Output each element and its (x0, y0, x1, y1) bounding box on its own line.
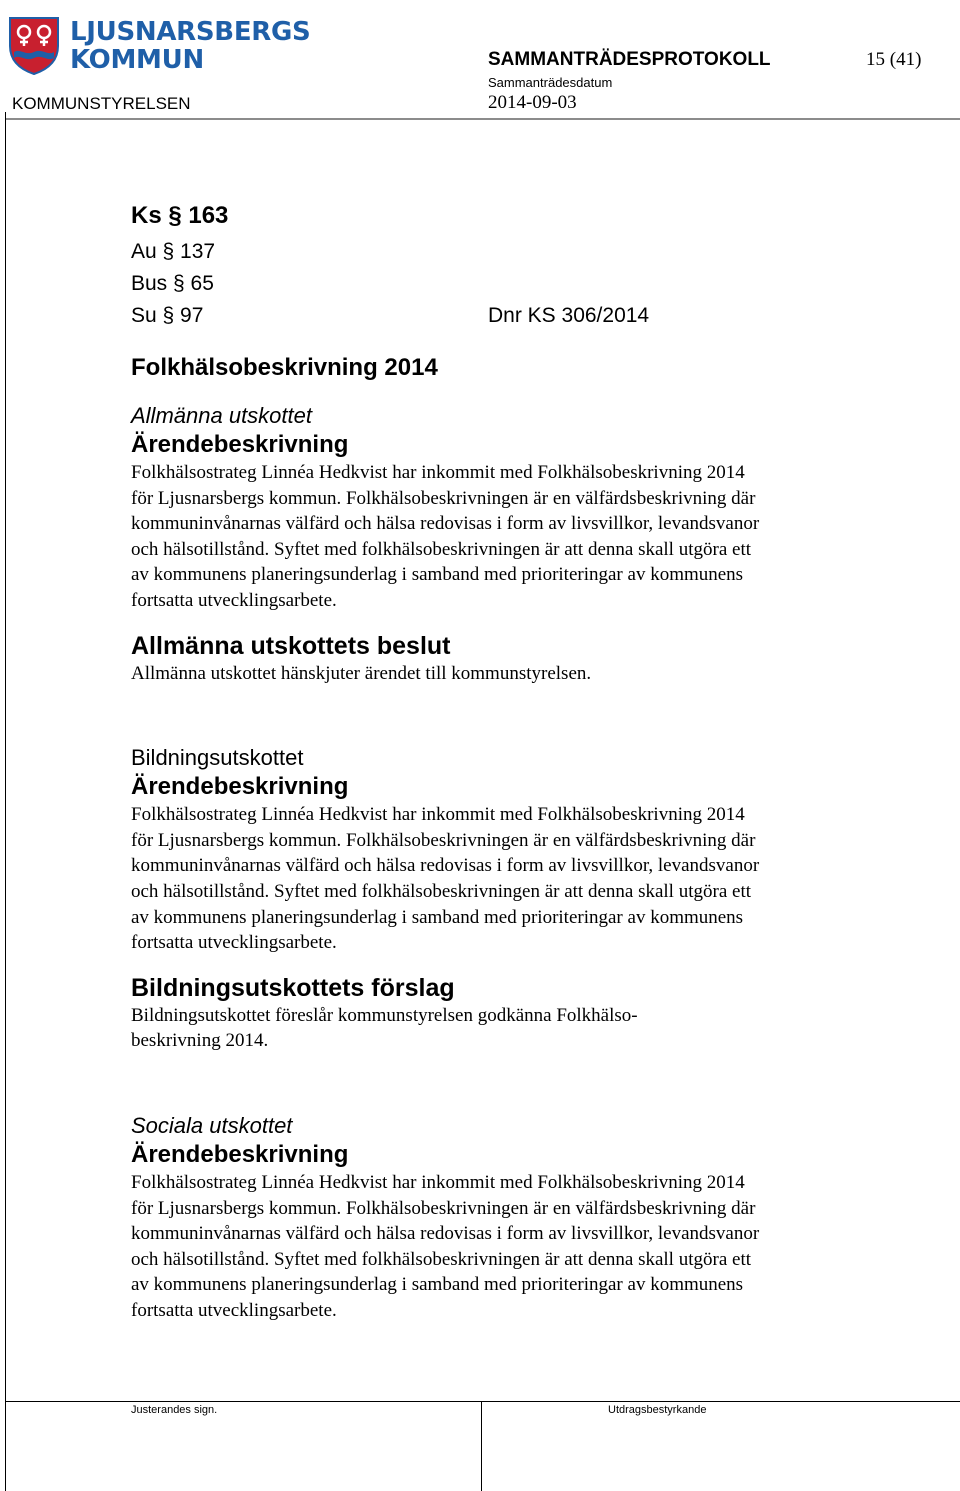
footer-divider (5, 1401, 960, 1402)
au-paragraph: Au § 137 (131, 240, 216, 263)
su-paragraph: Su § 97 (131, 304, 204, 327)
coat-of-arms-icon (8, 16, 60, 76)
utdragsbestyrkande-label: Utdragsbestyrkande (608, 1404, 707, 1416)
ks-paragraph: Ks § 163 (131, 202, 229, 229)
logo-wordmark (70, 18, 310, 74)
su-description (131, 1170, 931, 1324)
bus-line-6: fortsatta utvecklingsarbete. (131, 932, 337, 954)
meeting-date: 2014-09-03 (488, 92, 577, 113)
bus-line-2: för Ljusnarsbergs kommun. Folkhälsobeskrivningen är en välfärdsbeskrivning där (131, 829, 756, 851)
diary-number: Dnr KS 306/2014 (488, 304, 650, 327)
logo-line-2: KOMMUN (70, 45, 204, 75)
au-line-1: Folkhälsostrateg Linnéa Hedkvist har inkommit med Folkhälsobeskrivning 2014 (131, 462, 745, 483)
bus-proposal-line-2: beskrivning 2014. (131, 1030, 269, 1052)
board-name: KOMMUNSTYRELSEN (12, 94, 191, 113)
meeting-date-label: Sammanträdesdatum (488, 75, 613, 90)
committee-au: Allmänna utskottet (131, 403, 312, 428)
au-decision-heading: Allmänna utskottets beslut (131, 631, 451, 660)
su-line-6: fortsatta utvecklingsarbete. (131, 1299, 337, 1321)
committee-bus: Bildningsutskottet (131, 745, 304, 771)
logo-line-1: LJUSNARSBERGS (70, 17, 311, 47)
bus-paragraph: Bus § 65 (131, 272, 214, 295)
document-type: SAMMANTRÄDESPROTOKOLL (488, 49, 771, 70)
au-decision-text: Allmänna utskottet hänskjuter ärendet till kommunstyrelsen. (131, 662, 592, 684)
bus-line-3: kommuninvånarnas välfärd och hälsa redovisas i form av livsvillkor, levandsvanor (131, 855, 760, 877)
bus-proposal-line-1: Bildningsutskottet föreslår kommunstyrelsen godkänna Folkhälso- (131, 1004, 638, 1026)
bus-description-heading: Ärendebeskrivning (131, 773, 349, 801)
au-line-6: fortsatta utvecklingsarbete. (131, 589, 337, 611)
su-line-3: kommuninvånarnas välfärd och hälsa redovisas i form av livsvillkor, levandsvanor (131, 1223, 760, 1245)
au-description-heading: Ärendebeskrivning (131, 431, 349, 458)
su-line-2: för Ljusnarsbergs kommun. Folkhälsobeskrivningen är en välfärdsbeskrivning där (131, 1197, 756, 1219)
au-line-3: kommuninvånarnas välfärd och hälsa redovisas i form av livsvillkor, levandsvanor (131, 513, 760, 535)
au-line-2: för Ljusnarsbergs kommun. Folkhälsobeskrivningen är en välfärdsbeskrivning där (131, 487, 756, 509)
page-number: 15 (41) (866, 49, 922, 70)
bus-line-5: av kommunens planeringsunderlag i samband med prioriteringar av kommunens (131, 906, 744, 928)
header-divider (5, 118, 960, 120)
footer-column-divider (481, 1401, 482, 1491)
bus-proposal-heading: Bildningsutskottets förslag (131, 973, 455, 1002)
au-description (131, 460, 931, 614)
au-line-4: och hälsotillstånd. Syftet med folkhälsobeskrivningen är att denna skall utgöra ett (131, 538, 751, 560)
municipality-logo (8, 12, 311, 76)
au-line-5: av kommunens planeringsunderlag i samband med prioriteringar av kommunens (131, 564, 744, 586)
committee-su: Sociala utskottet (131, 1112, 293, 1138)
su-description-heading: Ärendebeskrivning (131, 1140, 349, 1168)
protocol-body (131, 196, 931, 1323)
bus-description (131, 802, 931, 956)
bus-line-1: Folkhälsostrateg Linnéa Hedkvist har inkommit med Folkhälsobeskrivning 2014 (131, 804, 745, 826)
left-margin-rule (5, 112, 6, 1491)
bus-line-4: och hälsotillstånd. Syftet med folkhälsobeskrivningen är att denna skall utgöra ett (131, 880, 751, 902)
justerandes-sign-label: Justerandes sign. (131, 1404, 218, 1416)
su-paragraph-row (131, 300, 931, 332)
su-line-5: av kommunens planeringsunderlag i samband med prioriteringar av kommunens (131, 1274, 744, 1296)
su-line-1: Folkhälsostrateg Linnéa Hedkvist har inkommit med Folkhälsobeskrivning 2014 (131, 1171, 745, 1193)
case-title: Folkhälsobeskrivning 2014 (131, 354, 438, 381)
su-line-4: och hälsotillstånd. Syftet med folkhälsobeskrivningen är att denna skall utgöra ett (131, 1248, 751, 1270)
